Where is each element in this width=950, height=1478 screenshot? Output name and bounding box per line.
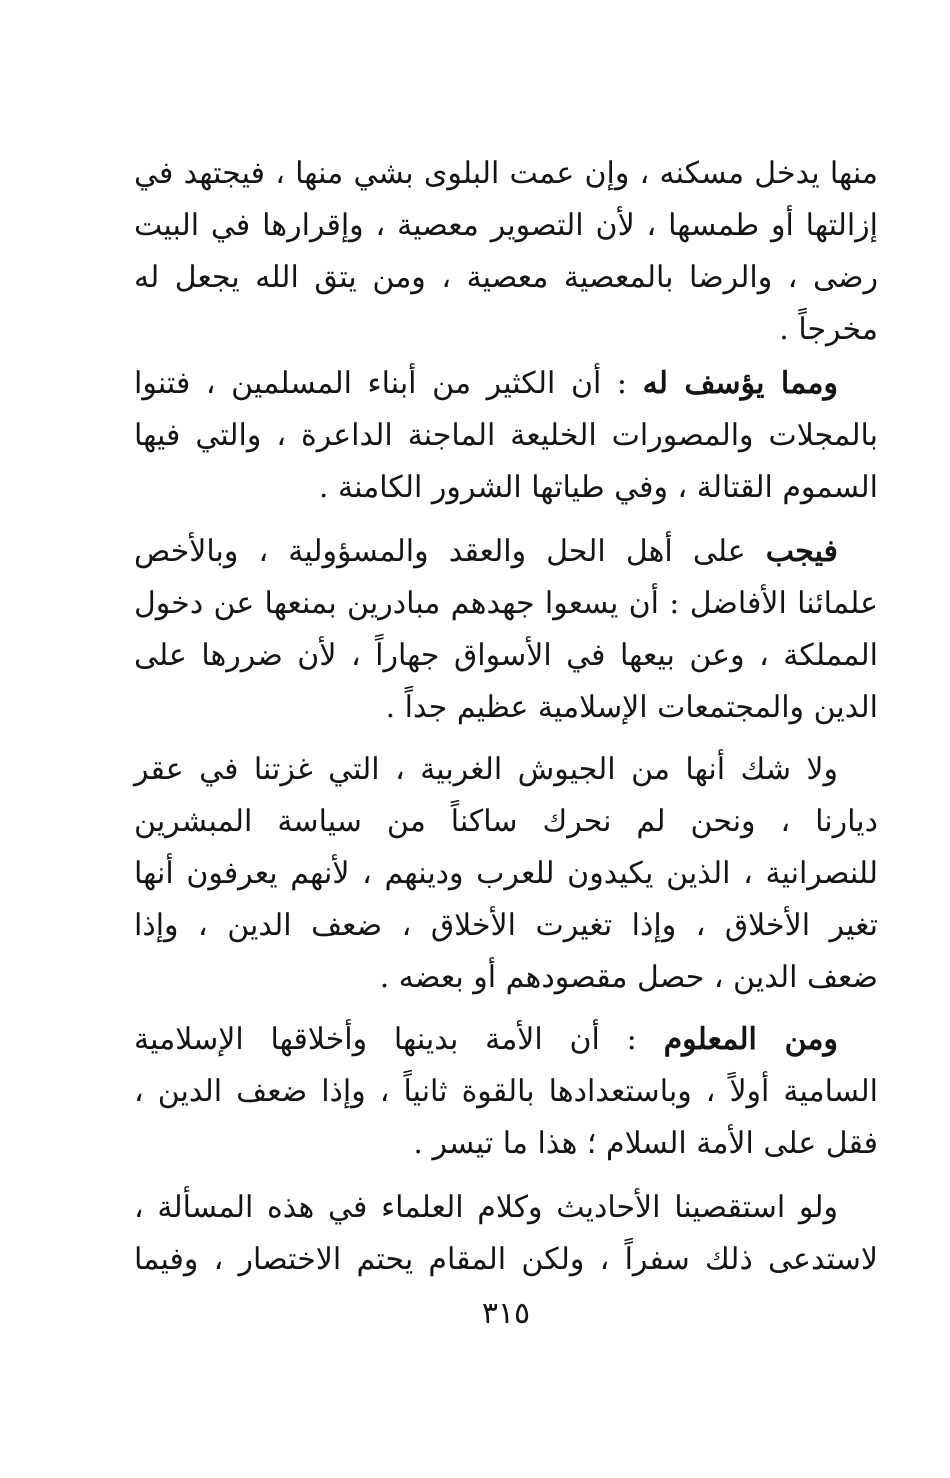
text-line: المملكة ، وعن بيعها في الأسواق جهاراً ، لأن ضررها على bbox=[134, 638, 878, 673]
text-line: ولا شك أنها من الجيوش الغربية ، التي غزتنا في عقر bbox=[134, 752, 838, 787]
text-line: فقل على الأمة السلام ؛ هذا ما تيسر . bbox=[413, 1126, 878, 1161]
text-line: مخرجاً . bbox=[779, 312, 878, 347]
page-number: ٣١٥ bbox=[481, 1296, 531, 1331]
text-line bbox=[134, 524, 878, 580]
text-line: السامية أولاً ، وباستعدادها بالقوة ثانياً ، وإذا ضعف الدين ، bbox=[134, 1074, 878, 1109]
text-line: ضعف الدين ، حصل مقصودهم أو بعضه . bbox=[379, 960, 878, 995]
text-line bbox=[134, 356, 878, 412]
line-text: : أن الكثير من أبناء المسلمين ، فتنوا bbox=[134, 366, 643, 401]
text-line: ولو استقصينا الأحاديث وكلام العلماء في هذه المسألة ، bbox=[134, 1190, 838, 1225]
text-line: منها يدخل مسكنه ، وإن عمت البلوى بشي منها ، فيجتهد في bbox=[134, 156, 878, 191]
text-line: ديارنا ، ونحن لم نحرك ساكناً من سياسة المبشرين bbox=[134, 804, 878, 839]
text-line: لاستدعى ذلك سفراً ، ولكن المقام يحتم الاختصار ، وفيما bbox=[134, 1242, 878, 1277]
text-line bbox=[134, 1012, 878, 1068]
line-text: : أن الأمة بدينها وأخلاقها الإسلامية bbox=[134, 1022, 664, 1057]
text-line: بالمجلات والمصورات الخليعة الماجنة الداعرة ، والتي فيها bbox=[134, 418, 878, 453]
text-line: الدين والمجتمعات الإسلامية عظيم جداً . bbox=[385, 690, 878, 725]
text-line: تغير الأخلاق ، وإذا تغيرت الأخلاق ، ضعف الدين ، وإذا bbox=[134, 908, 878, 943]
text-line: للنصرانية ، الذين يكيدون للعرب ودينهم ، لأنهم يعرفون أنها bbox=[134, 856, 878, 891]
text-line: علمائنا الأفاضل : أن يسعوا جهدهم مبادرين بمنعها عن دخول bbox=[134, 586, 878, 621]
text-line: رضى ، والرضا بالمعصية معصية ، ومن يتق الله يجعل له bbox=[134, 260, 878, 295]
line-text: على أهل الحل والعقد والمسؤولية ، وبالأخص bbox=[134, 534, 766, 569]
lead-phrase: فيجب bbox=[765, 534, 838, 569]
text-line: السموم القتالة ، وفي طياتها الشرور الكامنة . bbox=[318, 470, 878, 505]
lead-phrase: ومما يؤسف له bbox=[642, 366, 838, 401]
book-page bbox=[134, 0, 878, 1478]
lead-phrase: ومن المعلوم bbox=[663, 1022, 838, 1057]
text-line: إزالتها أو طمسها ، لأن التصوير معصية ، وإقرارها في البيت bbox=[134, 208, 878, 243]
